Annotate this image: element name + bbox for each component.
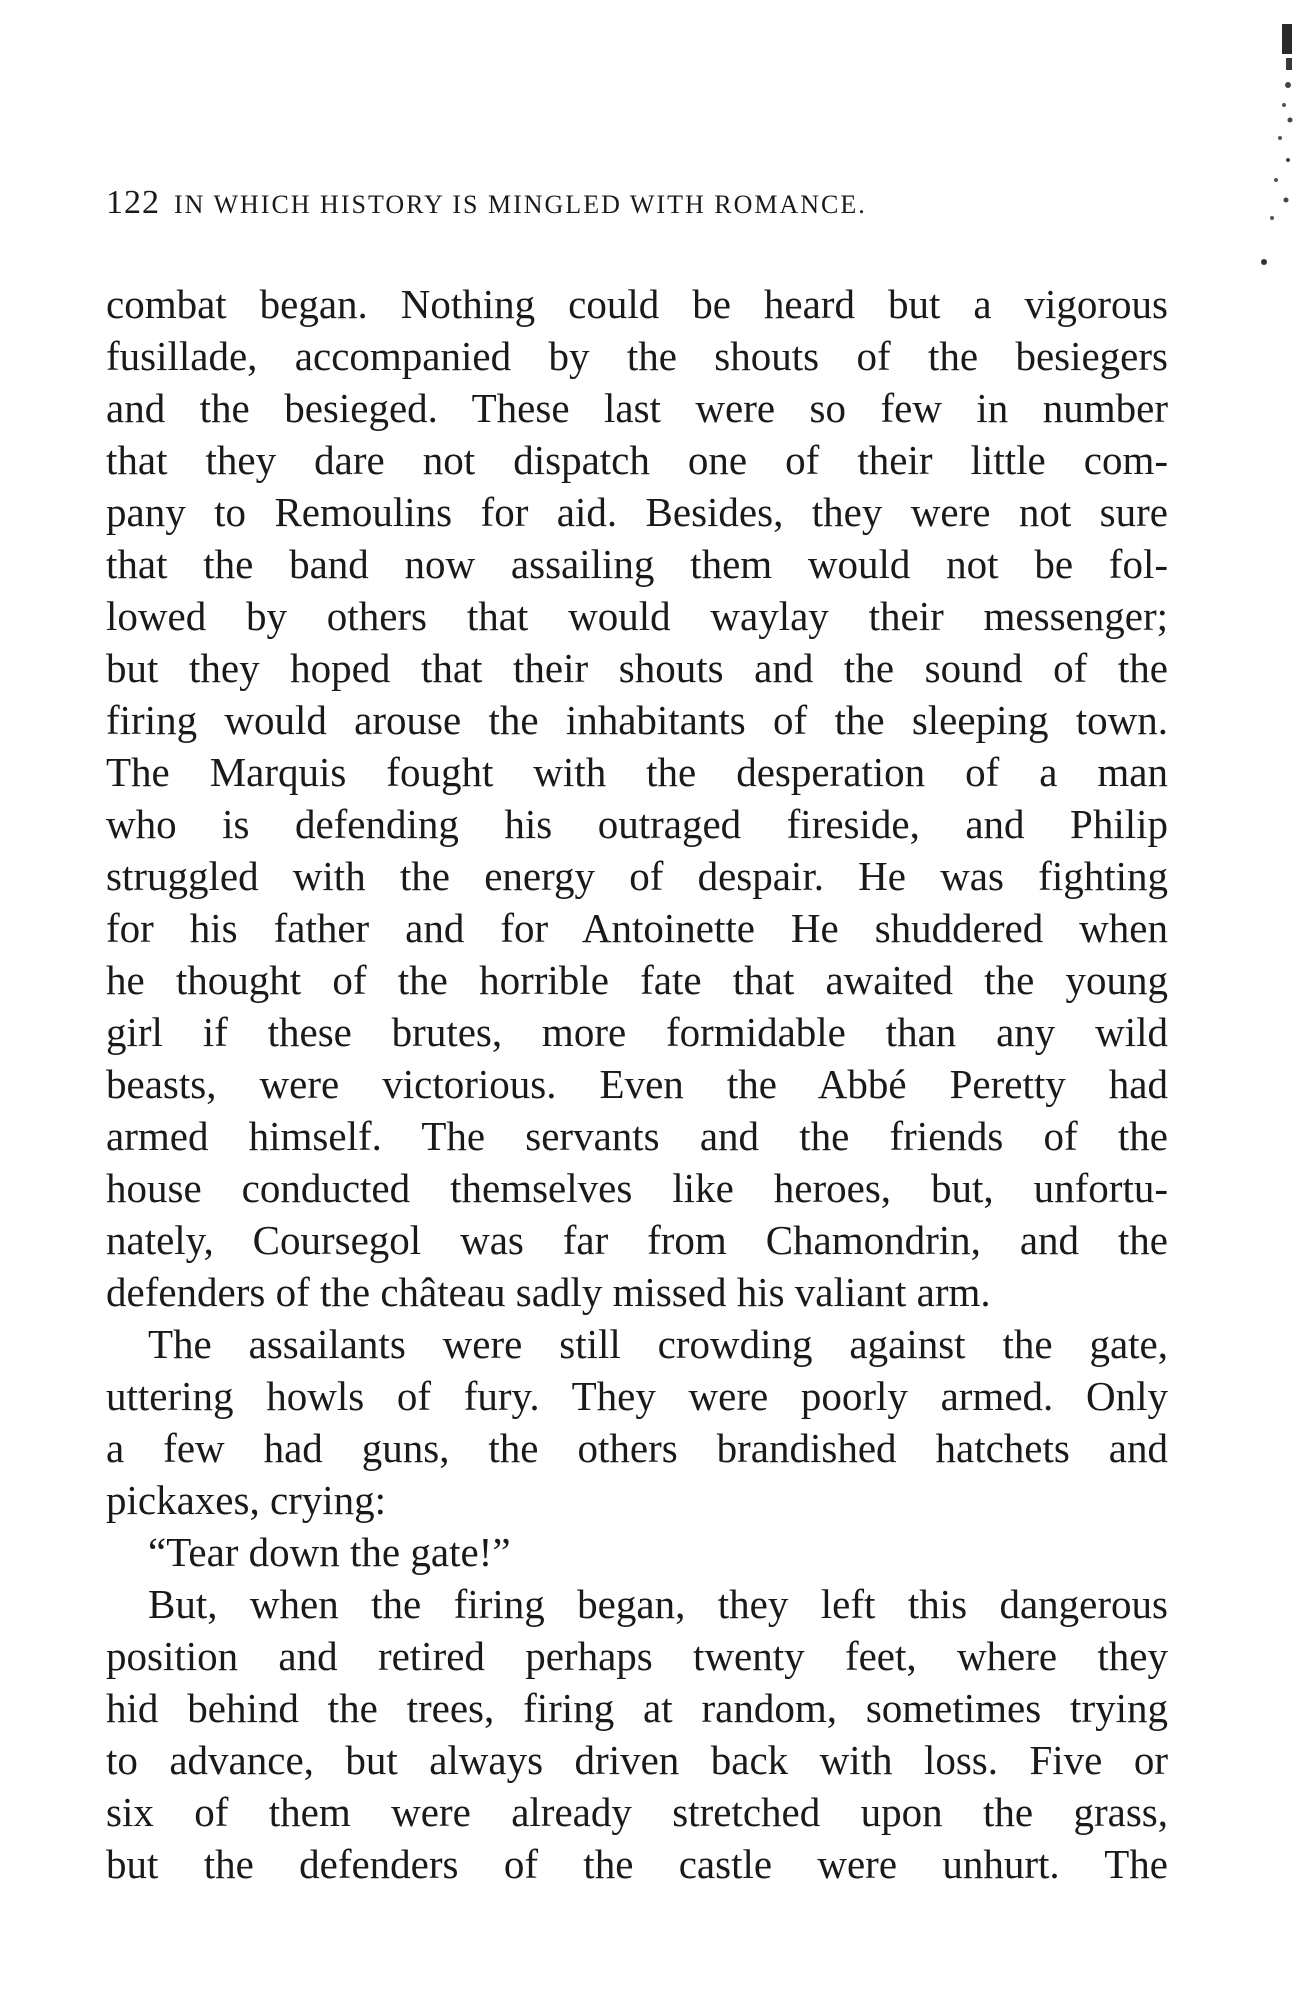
text-line: combat began. Nothing could be heard but a vigorous xyxy=(106,281,1168,327)
text-line: for his father and for Antoinette He shuddered when xyxy=(106,905,1168,951)
text-line: six of them were already stretched upon the grass, xyxy=(106,1789,1168,1835)
text-line: and the besieged. These last were so few in number xyxy=(106,385,1168,431)
text-line: that they dare not dispatch one of their little com- xyxy=(106,437,1168,483)
text-line: defenders of the château sadly missed his valiant arm. xyxy=(106,1269,991,1315)
text-line: house conducted themselves like heroes, but, unfortu- xyxy=(106,1165,1168,1211)
text-line: “Tear down the gate!” xyxy=(148,1529,511,1575)
text-line: pany to Remoulins for aid. Besides, they were not sure xyxy=(106,489,1168,535)
text-line: a few had guns, the others brandished hatchets and xyxy=(106,1425,1168,1471)
page-number: 122 xyxy=(106,184,160,221)
text-line: The assailants were still crowding against the gate, xyxy=(148,1321,1168,1367)
text-line: But, when the firing began, they left this dangerous xyxy=(148,1581,1168,1627)
body-text xyxy=(106,278,1168,1890)
text-line: nately, Coursegol was far from Chamondrin, and the xyxy=(106,1217,1168,1263)
text-line: position and retired perhaps twenty feet, where they xyxy=(106,1633,1168,1679)
text-line: struggled with the energy of despair. He was fighting xyxy=(106,853,1168,899)
text-line: to advance, but always driven back with loss. Five or xyxy=(106,1737,1168,1783)
text-line: he thought of the horrible fate that awaited the young xyxy=(106,957,1168,1003)
text-line: girl if these brutes, more formidable than any wild xyxy=(106,1009,1168,1055)
text-line: that the band now assailing them would not be fol- xyxy=(106,541,1168,587)
text-line: fusillade, accompanied by the shouts of the besiegers xyxy=(106,333,1168,379)
text-line: armed himself. The servants and the friends of the xyxy=(106,1113,1168,1159)
running-title: IN WHICH HISTORY IS MINGLED WITH ROMANCE. xyxy=(174,190,867,219)
text-line: but they hoped that their shouts and the sound of the xyxy=(106,645,1168,691)
text-line: uttering howls of fury. They were poorly armed. Only xyxy=(106,1373,1168,1419)
text-line: lowed by others that would waylay their messenger; xyxy=(106,593,1168,639)
page-edge-specks xyxy=(1258,10,1298,270)
text-line: who is defending his outraged fireside, and Philip xyxy=(106,801,1168,847)
text-line: beasts, were victorious. Even the Abbé Peretty had xyxy=(106,1061,1168,1107)
text-line: The Marquis fought with the desperation of a man xyxy=(106,749,1168,795)
text-line: hid behind the trees, firing at random, sometimes trying xyxy=(106,1685,1168,1731)
running-head xyxy=(106,184,1166,222)
text-line: but the defenders of the castle were unhurt. The xyxy=(106,1841,1168,1887)
text-line: firing would arouse the inhabitants of the sleeping town. xyxy=(106,697,1168,743)
text-line: pickaxes, crying: xyxy=(106,1477,387,1523)
